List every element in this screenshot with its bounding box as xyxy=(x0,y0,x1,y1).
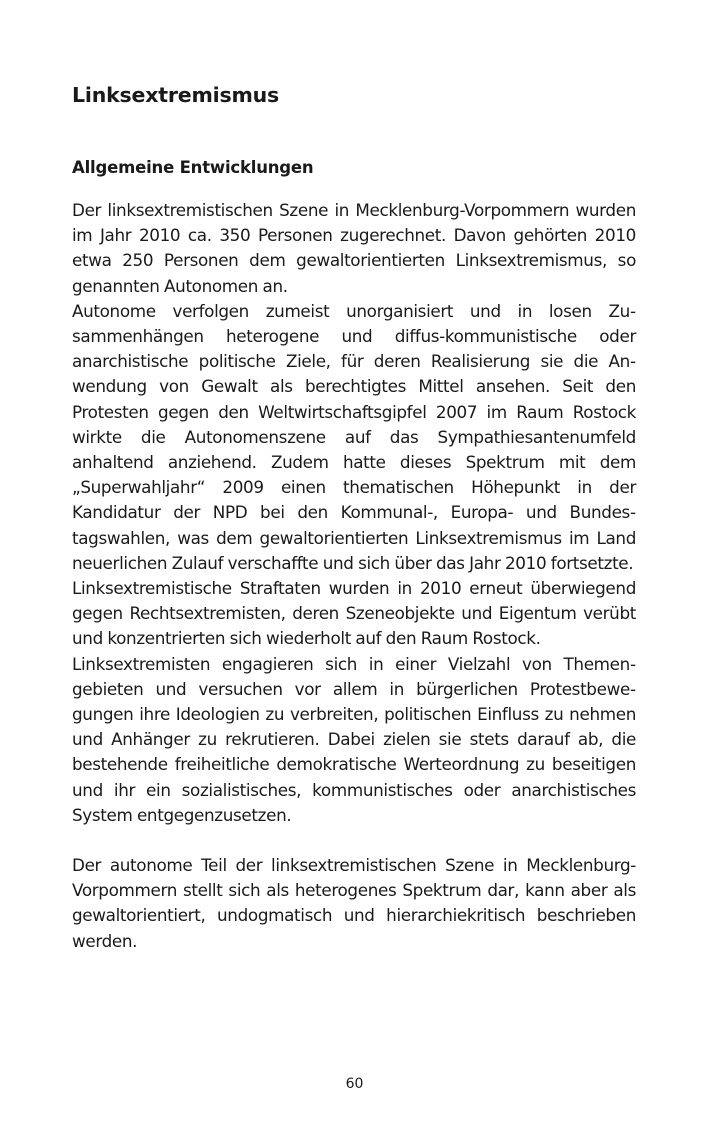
paragraph-autonome: Autonome verfolgen zumeist unorganisiert und in losen Zusammenhängen heterogene und diffus-kommunistische oder anarchistische politische Ziele, für deren Realisierung sie die Anwendung von Gewalt als berechtigtes Mittel ansehen. Seit den Protesten gegen den Weltwirtschaftsgipfel 2007 im Raum Rostock wirkte die Autonomenszene auf das Sympathiesantenumfeld anhaltend anziehend. Zudem hatte dieses Spektrum mit dem „Superwahljahr“ 2009 einen thematischen Höhepunkt in der Kandidatur der NPD bei den Kommunal-, Europa- und Bundestagswahlen, was dem gewaltorientierten Linksextremismus im Land neuerlichen Zulauf verschaffte und sich über das Jahr 2010 fortsetzte. xyxy=(72,300,636,573)
paragraph-autonomer-teil: Der autonome Teil der linksextremistischen Szene in Mecklenburg-Vorpommern stellt sich als heterogenes Spektrum dar, kann aber als gewaltorientiert, undogmatisch und hierarchiekritisch beschrieben werden. xyxy=(72,855,636,951)
paragraph-themengebiete: Linksextremisten engagieren sich in einer Vielzahl von Themengebieten und versuchen vor allem in bürgerlichen Protestbewegungen ihre Ideologien zu verbreiten, politischen Einfluss zu nehmen und Anhänger zu rekrutieren. Dabei zielen sie stets darauf ab, die bestehende freiheitliche demokratische Werteordnung zu beseitigen und ihr ein sozialistisches, kommunistisches oder anarchistisches System entgegenzusetzen. xyxy=(72,653,636,825)
page-content xyxy=(72,80,636,954)
chapter-title: Linksextremismus xyxy=(72,83,280,107)
body-text xyxy=(72,198,636,954)
paragraph-member-count: Der linksextremistischen Szene in Mecklenburg-Vorpommern wurden im Jahr 2010 ca. 350 Personen zugerechnet. Davon gehörten 2010 etwa 250 Personen dem gewaltorientierten Linksextremismus, so genannten Autonomen an. xyxy=(72,200,636,296)
page-number: 60 xyxy=(345,1076,364,1092)
paragraph-straftaten: Linksextremistische Straftaten wurden in 2010 erneut überwiegend gegen Rechtsextremisten, deren Szeneobjekte und Eigentum verübt und konzentrierten sich wiederholt auf den Raum Rostock. xyxy=(72,578,636,649)
section-title: Allgemeine Entwicklungen xyxy=(72,158,314,177)
